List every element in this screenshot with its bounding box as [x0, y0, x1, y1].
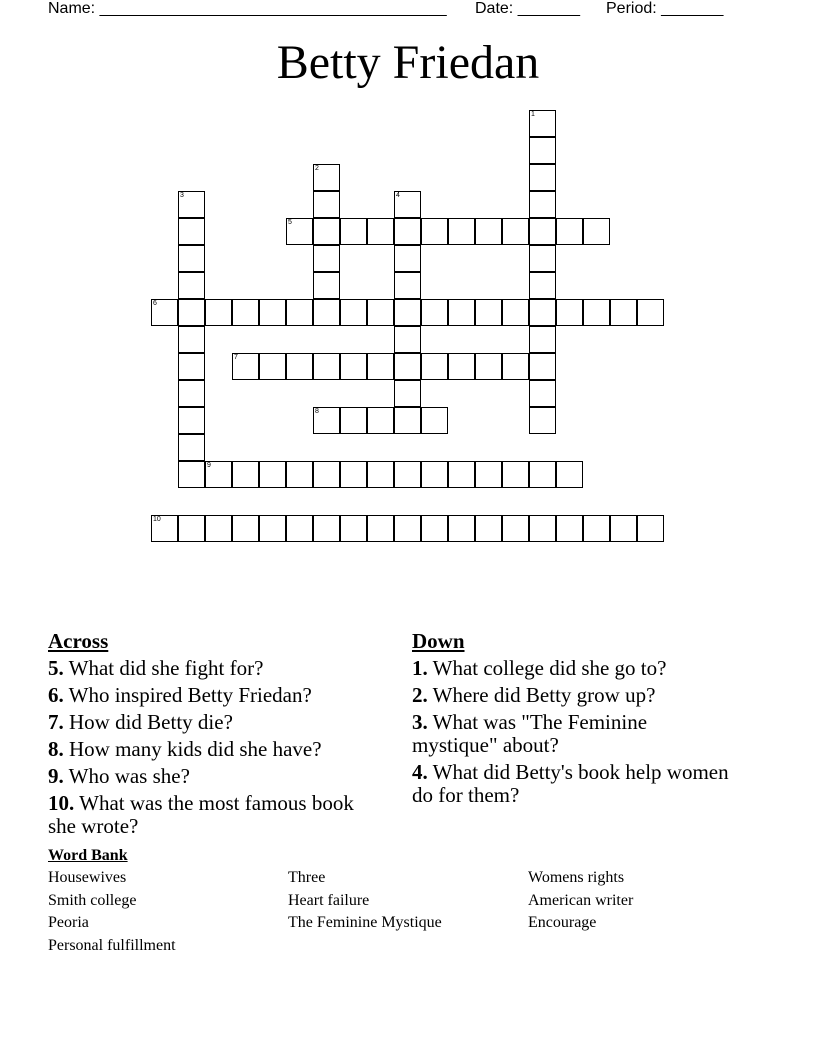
grid-cell[interactable] — [502, 299, 529, 326]
grid-cell[interactable] — [556, 299, 583, 326]
down-clue-2: 2. Where did Betty grow up? — [412, 683, 656, 707]
word-bank-item: Smith college — [48, 892, 137, 909]
clue-number: 9 — [207, 462, 211, 469]
grid-cell[interactable] — [178, 191, 205, 218]
grid-cell[interactable] — [583, 299, 610, 326]
grid-cell[interactable] — [367, 299, 394, 326]
across-clue-10: 10. What was the most famous book she wrote? — [48, 791, 354, 838]
grid-cell[interactable] — [529, 299, 556, 326]
grid-cell[interactable] — [529, 110, 556, 137]
grid-cell[interactable] — [205, 299, 232, 326]
grid-cell[interactable] — [475, 218, 502, 245]
grid-cell[interactable] — [232, 515, 259, 542]
word-bank-item: Housewives — [48, 869, 127, 886]
grid-cell[interactable] — [178, 299, 205, 326]
grid-cell[interactable] — [394, 407, 421, 434]
grid-cell[interactable] — [178, 380, 205, 407]
name-field-label: Name: _______________________________________ — [48, 0, 447, 17]
period-field-label: Period: _______ — [606, 0, 724, 17]
word-bank-item: Peoria — [48, 914, 89, 931]
down-clue-1: 1. What college did she go to? — [412, 656, 667, 680]
grid-cell[interactable] — [421, 515, 448, 542]
grid-cell[interactable] — [259, 299, 286, 326]
grid-cell[interactable] — [313, 164, 340, 191]
grid-cell[interactable] — [313, 272, 340, 299]
grid-cell[interactable] — [610, 299, 637, 326]
grid-cell[interactable] — [178, 461, 205, 488]
grid-cell[interactable] — [529, 326, 556, 353]
clue-number: 4 — [396, 192, 400, 199]
grid-cell[interactable] — [178, 353, 205, 380]
across-clue-6: 6. Who inspired Betty Friedan? — [48, 683, 312, 707]
grid-cell[interactable] — [394, 218, 421, 245]
grid-cell[interactable] — [178, 515, 205, 542]
grid-cell[interactable] — [637, 515, 664, 542]
clue-number: 5 — [288, 219, 292, 226]
clue-number: 8 — [315, 408, 319, 415]
grid-cell[interactable] — [232, 353, 259, 380]
across-clue-8: 8. How many kids did she have? — [48, 737, 322, 761]
grid-cell[interactable] — [394, 326, 421, 353]
word-bank-item: Personal fulfillment — [48, 937, 176, 954]
grid-cell[interactable] — [286, 461, 313, 488]
grid-cell[interactable] — [394, 272, 421, 299]
grid-cell[interactable] — [394, 515, 421, 542]
word-bank-item: The Feminine Mystique — [288, 914, 442, 931]
grid-cell[interactable] — [259, 353, 286, 380]
grid-cell[interactable] — [313, 218, 340, 245]
grid-cell[interactable] — [367, 407, 394, 434]
across-clue-7: 7. How did Betty die? — [48, 710, 233, 734]
grid-cell[interactable] — [394, 191, 421, 218]
grid-cell[interactable] — [178, 272, 205, 299]
grid-cell[interactable] — [394, 245, 421, 272]
word-bank-item: Womens rights — [528, 869, 625, 886]
grid-cell[interactable] — [205, 461, 232, 488]
grid-cell[interactable] — [448, 461, 475, 488]
grid-cell[interactable] — [475, 461, 502, 488]
clue-number: 10 — [153, 516, 161, 523]
clue-number: 2 — [315, 165, 319, 172]
grid-cell[interactable] — [367, 218, 394, 245]
grid-cell[interactable] — [529, 515, 556, 542]
grid-cell[interactable] — [475, 515, 502, 542]
grid-cell[interactable] — [286, 353, 313, 380]
clue-number: 1 — [531, 111, 535, 118]
grid-cell[interactable] — [367, 461, 394, 488]
grid-cell[interactable] — [178, 245, 205, 272]
grid-cell[interactable] — [529, 461, 556, 488]
grid-cell[interactable] — [178, 434, 205, 461]
grid-cell[interactable] — [502, 353, 529, 380]
grid-cell[interactable] — [340, 407, 367, 434]
grid-cell[interactable] — [178, 326, 205, 353]
date-field-label: Date: _______ — [475, 0, 580, 17]
grid-cell[interactable] — [610, 515, 637, 542]
grid-cell[interactable] — [448, 299, 475, 326]
grid-cell[interactable] — [421, 461, 448, 488]
clue-number: 7 — [234, 354, 238, 361]
grid-cell[interactable] — [340, 515, 367, 542]
down-clue-4: 4. What did Betty's book help women do for them? — [412, 760, 729, 807]
down-clues — [412, 630, 732, 811]
grid-cell[interactable] — [286, 299, 313, 326]
grid-cell[interactable] — [448, 218, 475, 245]
grid-cell[interactable] — [151, 299, 178, 326]
page-title: Betty Friedan — [276, 36, 540, 89]
grid-cell[interactable] — [529, 380, 556, 407]
grid-cell[interactable] — [556, 218, 583, 245]
grid-cell[interactable] — [529, 272, 556, 299]
grid-cell[interactable] — [340, 299, 367, 326]
word-bank-item: American writer — [528, 892, 634, 909]
grid-cell[interactable] — [259, 461, 286, 488]
grid-cell[interactable] — [421, 407, 448, 434]
grid-cell[interactable] — [529, 218, 556, 245]
grid-cell[interactable] — [340, 461, 367, 488]
grid-cell[interactable] — [475, 299, 502, 326]
grid-cell[interactable] — [475, 353, 502, 380]
grid-cell[interactable] — [178, 407, 205, 434]
word-bank-title: Word Bank — [48, 847, 128, 864]
grid-cell[interactable] — [313, 191, 340, 218]
grid-cell[interactable] — [529, 137, 556, 164]
across-clue-5: 5. What did she fight for? — [48, 656, 264, 680]
grid-cell[interactable] — [313, 515, 340, 542]
grid-cell[interactable] — [259, 515, 286, 542]
across-clue-9: 9. Who was she? — [48, 764, 190, 788]
down-heading: Down — [412, 629, 465, 653]
word-bank-item: Three — [288, 869, 326, 886]
grid-cell[interactable] — [313, 245, 340, 272]
grid-cell[interactable] — [394, 461, 421, 488]
grid-cell[interactable] — [529, 353, 556, 380]
grid-cell[interactable] — [232, 461, 259, 488]
across-clues — [48, 630, 368, 842]
grid-cell[interactable] — [367, 515, 394, 542]
down-clue-3: 3. What was "The Feminine mystique" about? — [412, 710, 648, 757]
grid-cell[interactable] — [583, 218, 610, 245]
grid-cell[interactable] — [637, 299, 664, 326]
grid-cell[interactable] — [367, 353, 394, 380]
grid-cell[interactable] — [313, 299, 340, 326]
grid-cell[interactable] — [529, 245, 556, 272]
grid-cell[interactable] — [421, 299, 448, 326]
grid-cell[interactable] — [529, 407, 556, 434]
grid-cell[interactable] — [178, 218, 205, 245]
grid-cell[interactable] — [340, 353, 367, 380]
grid-cell[interactable] — [448, 515, 475, 542]
grid-cell[interactable] — [421, 353, 448, 380]
grid-cell[interactable] — [151, 515, 178, 542]
grid-cell[interactable] — [394, 299, 421, 326]
clue-number: 6 — [153, 300, 157, 307]
across-heading: Across — [48, 629, 109, 653]
grid-cell[interactable] — [313, 407, 340, 434]
grid-cell[interactable] — [502, 515, 529, 542]
grid-cell[interactable] — [313, 353, 340, 380]
grid-cell[interactable] — [232, 299, 259, 326]
grid-cell[interactable] — [421, 218, 448, 245]
grid-cell[interactable] — [313, 461, 340, 488]
grid-cell[interactable] — [556, 461, 583, 488]
grid-cell[interactable] — [394, 380, 421, 407]
word-bank-item: Heart failure — [288, 892, 370, 909]
grid-cell[interactable] — [556, 515, 583, 542]
grid-cell[interactable] — [502, 218, 529, 245]
grid-cell[interactable] — [286, 218, 313, 245]
word-bank-item: Encourage — [528, 914, 597, 931]
grid-cell[interactable] — [448, 353, 475, 380]
grid-cell[interactable] — [529, 191, 556, 218]
grid-cell[interactable] — [529, 164, 556, 191]
grid-cell[interactable] — [340, 218, 367, 245]
grid-cell[interactable] — [583, 515, 610, 542]
grid-cell[interactable] — [205, 515, 232, 542]
grid-cell[interactable] — [394, 353, 421, 380]
grid-cell[interactable] — [502, 461, 529, 488]
clue-number: 3 — [180, 192, 184, 199]
grid-cell[interactable] — [286, 515, 313, 542]
